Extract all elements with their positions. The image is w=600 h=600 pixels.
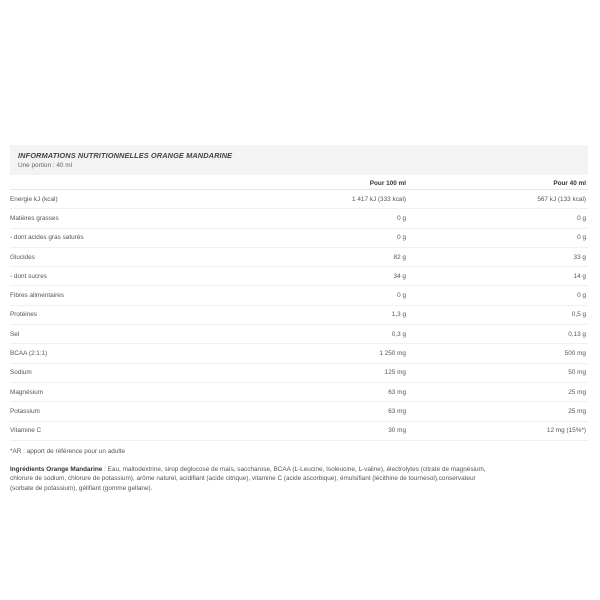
nutrient-label: - dont acides gras saturés [10, 228, 210, 247]
nutrient-label: Protéines [10, 305, 210, 324]
value-per100: 1,3 g [210, 305, 408, 324]
value-per100: 1 250 mg [210, 344, 408, 363]
nutrition-table [10, 175, 588, 441]
value-per100: 63 mg [210, 402, 408, 421]
value-per40: 25 mg [408, 382, 588, 401]
value-per40: 0 g [408, 286, 588, 305]
value-per40: 0 g [408, 228, 588, 247]
value-per40: 0,13 g [408, 325, 588, 344]
value-per40: 25 mg [408, 402, 588, 421]
portion-subtitle: Une portion : 40 ml [18, 162, 72, 169]
column-header-per40: Pour 40 ml [408, 175, 588, 190]
table-row [10, 382, 588, 401]
nutrition-header [10, 145, 588, 175]
value-per100: 82 g [210, 247, 408, 266]
value-per100: 1 417 kJ (333 kcal) [210, 190, 408, 209]
value-per40: 500 mg [408, 344, 588, 363]
value-per40: 0 g [408, 209, 588, 228]
value-per100: 30 mg [210, 421, 408, 440]
value-per100: 125 mg [210, 363, 408, 382]
nutrient-label: Glucides [10, 247, 210, 266]
ingredients-label: Ingrédients Orange Mandarine [10, 465, 103, 473]
value-per40: 12 mg (15%*) [408, 421, 588, 440]
table-row [10, 421, 588, 440]
nutrient-label: Fibres alimentaires [10, 286, 210, 305]
nutrient-label: - dont sucres [10, 267, 210, 286]
table-row [10, 286, 588, 305]
nutrition-panel [10, 145, 588, 494]
value-per100: 34 g [210, 267, 408, 286]
table-row [10, 325, 588, 344]
ingredients-text: : Eau, maltodextrine, sirop deglucose de maïs, saccharose, BCAA (L-Leucine, Isoleucine, L-valine), électrolytes (citrate de magnésium, chlorure de sodium, chlorure de potassium), arôme naturel, acidifiant (acide citrique), vitamine C (acide ascorbique), émulsifiant (lécithine de tournesol),conservateur (sorbate de potassium), gélifiant (gomme gellane). [10, 465, 486, 493]
value-per40: 50 mg [408, 363, 588, 382]
table-row [10, 190, 588, 209]
value-per100: 0 g [210, 209, 408, 228]
nutrient-label: Matières grasses [10, 209, 210, 228]
nutrient-label: Vitamine C [10, 421, 210, 440]
value-per40: 14 g [408, 267, 588, 286]
nutrient-label: Magnésium [10, 382, 210, 401]
table-row [10, 402, 588, 421]
value-per100: 63 mg [210, 382, 408, 401]
ingredients-paragraph [10, 465, 500, 494]
table-row [10, 228, 588, 247]
column-header-per100: Pour 100 ml [210, 175, 408, 190]
column-header-label [10, 175, 210, 190]
reference-footnote: *AR : apport de référence pour un adulte [10, 447, 126, 455]
nutrient-label: Sel [10, 325, 210, 344]
value-per40: 567 kJ (133 kcal) [408, 190, 588, 209]
nutrient-label: BCAA (2:1:1) [10, 344, 210, 363]
table-row [10, 344, 588, 363]
value-per100: 0 g [210, 286, 408, 305]
table-row [10, 305, 588, 324]
nutrient-label: Potassium [10, 402, 210, 421]
value-per100: 0 g [210, 228, 408, 247]
value-per40: 33 g [408, 247, 588, 266]
nutrient-label: Sodium [10, 363, 210, 382]
nutrient-label: Energie kJ (kcal) [10, 190, 210, 209]
table-row [10, 363, 588, 382]
value-per40: 0,5 g [408, 305, 588, 324]
nutrition-title: INFORMATIONS NUTRITIONNELLES ORANGE MANDARINE [18, 151, 233, 160]
table-header-row [10, 175, 588, 190]
table-row [10, 247, 588, 266]
value-per100: 0,3 g [210, 325, 408, 344]
table-row [10, 209, 588, 228]
table-row [10, 267, 588, 286]
